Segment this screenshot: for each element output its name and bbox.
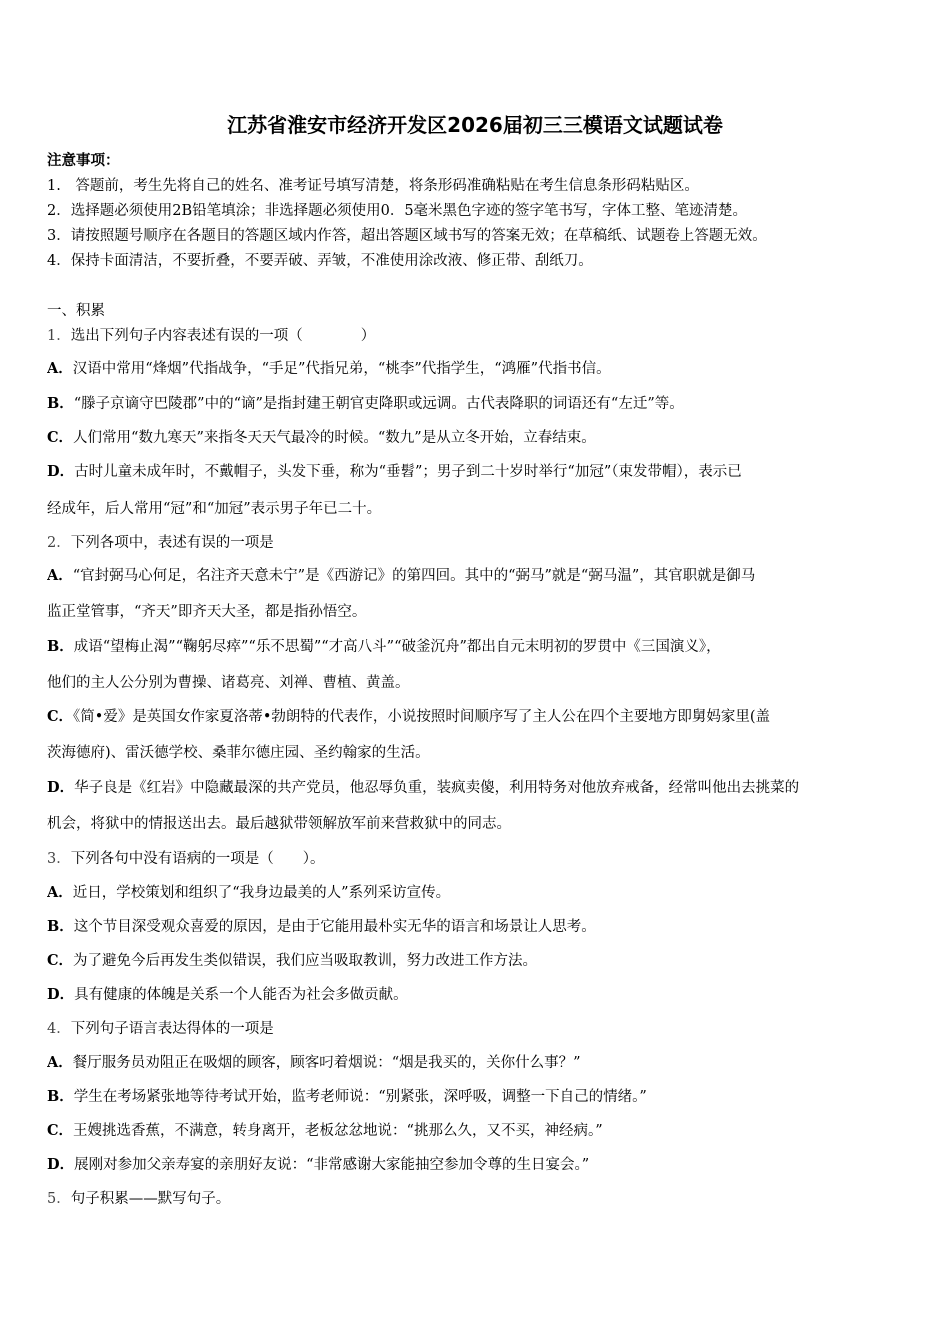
option-text: 餐厅服务员劝阻正在吸烟的顾客，顾客叼着烟说：“烟是我买的，关你什么事？” bbox=[72, 1055, 581, 1071]
option bbox=[47, 706, 909, 728]
option-letter: C． bbox=[47, 1122, 74, 1139]
question-text: 下列句子语言表达得体的一项是 bbox=[70, 1021, 274, 1037]
question-text: 句子积累——默写句子。 bbox=[70, 1191, 231, 1207]
option-text: “滕子京谪守巴陵郡”中的“谪”是指封建王朝官吏降职或远调。古代表降职的词语还有“左迁”等。 bbox=[73, 396, 684, 412]
option bbox=[47, 916, 909, 938]
option bbox=[47, 565, 909, 587]
option-continuation: 机会，将狱中的情报送出去。最后越狱带领解放军前来营救狱中的同志。 bbox=[47, 816, 511, 832]
option-letter: D． bbox=[47, 779, 75, 796]
option bbox=[47, 393, 909, 415]
option bbox=[47, 1120, 909, 1142]
option-letter: D． bbox=[47, 986, 75, 1003]
option-letter: D． bbox=[47, 463, 75, 480]
notice-heading: 注意事项： bbox=[47, 152, 120, 169]
section-heading: 一、积累 bbox=[47, 303, 105, 319]
question-stem bbox=[47, 532, 909, 554]
question-stem bbox=[47, 1188, 909, 1210]
option-text: 为了避免今后再发生类似错误，我们应当吸取教训，努力改进工作方法。 bbox=[73, 953, 538, 969]
option bbox=[47, 427, 909, 449]
notice-item: 2．选择题必须使用2B铅笔填涂；非选择题必须使用0．5毫米黑色字迹的签字笔书写，字体工整、笔迹清楚。 bbox=[47, 203, 748, 219]
option-letter: A． bbox=[47, 884, 73, 901]
option bbox=[47, 358, 909, 380]
question-text: 下列各项中，表述有误的一项是 bbox=[70, 535, 274, 551]
option bbox=[47, 984, 909, 1006]
option bbox=[47, 1086, 909, 1108]
option-continuation: 经成年，后人常用“冠”和“加冠”表示男子年已二十。 bbox=[47, 501, 382, 517]
option-continuation: 他们的主人公分别为曹操、诸葛亮、刘禅、曹植、黄盖。 bbox=[47, 675, 410, 691]
notice-item: 3．请按照题号顺序在各题目的答题区域内作答，超出答题区域书写的答案无效；在草稿纸、试题卷上答题无效。 bbox=[47, 228, 767, 244]
option bbox=[47, 882, 909, 904]
option-letter: A． bbox=[47, 567, 73, 584]
option bbox=[47, 461, 909, 483]
notice-item: 4．保持卡面清洁，不要折叠，不要弄破、弄皱，不准使用涂改液、修正带、刮纸刀。 bbox=[47, 253, 593, 269]
option-letter: B． bbox=[47, 395, 74, 412]
option-letter: B． bbox=[47, 918, 74, 935]
option-text: 古时儿童未成年时，不戴帽子，头发下垂，称为“垂髫”；男子到二十岁时举行“加冠”（束发带帽），表示已 bbox=[74, 464, 742, 480]
option-letter: A． bbox=[47, 1054, 73, 1071]
question-number: 1． bbox=[47, 328, 71, 344]
option-letter: A． bbox=[47, 360, 73, 377]
option-text: 近日，学校策划和组织了“我身边最美的人”系列采访宣传。 bbox=[72, 885, 451, 901]
question-number: 3． bbox=[47, 851, 71, 867]
option-continuation: 茨海德府)、雷沃德学校、桑菲尔德庄园、圣约翰家的生活。 bbox=[47, 745, 430, 761]
question-number: 2． bbox=[47, 535, 71, 551]
question-text: 下列各句中没有语病的一项是（ ）。 bbox=[70, 851, 325, 867]
document-title: 江苏省淮安市经济开发区2026届初三三模语文试题试卷 bbox=[227, 113, 723, 137]
option bbox=[47, 636, 909, 658]
option-text: 具有健康的体魄是关系一个人能否为社会多做贡献。 bbox=[74, 987, 408, 1003]
option bbox=[47, 1052, 909, 1074]
option-text: “官封弼马心何足，名注齐天意未宁”是《西游记》的第四回。其中的“弼马”就是“弼马温”，其官职就是御马 bbox=[72, 568, 756, 584]
option bbox=[47, 777, 909, 799]
option-text: 学生在考场紧张地等待考试开始，监考老师说：“别紧张，深呼吸，调整一下自己的情绪。” bbox=[73, 1089, 647, 1105]
question-stem bbox=[47, 325, 909, 347]
option-continuation: 监正堂管事，“齐天”即齐天大圣，都是指孙悟空。 bbox=[47, 604, 367, 620]
option bbox=[47, 950, 909, 972]
option-text: 华子良是《红岩》中隐藏最深的共产党员，他忍辱负重，装疯卖傻，利用特务对他放弃戒备，经常叫他出去挑菜的 bbox=[74, 780, 800, 796]
option-letter: D． bbox=[47, 1156, 75, 1173]
question-number: 5． bbox=[47, 1191, 71, 1207]
option-text: 人们常用“数九寒天”来指冬天天气最冷的时候。“数九”是从立冬开始，立春结束。 bbox=[73, 430, 596, 446]
option-letter: C． bbox=[47, 429, 74, 446]
option bbox=[47, 1154, 909, 1176]
option-text: 汉语中常用“烽烟”代指战争，“手足”代指兄弟，“桃李”代指学生，“鸿雁”代指书信。 bbox=[72, 361, 611, 377]
option-text: 这个节目深受观众喜爱的原因，是由于它能用最朴实无华的语言和场景让人思考。 bbox=[73, 919, 596, 935]
question-stem bbox=[47, 848, 909, 870]
option-text: 成语“望梅止渴”“鞠躬尽瘁”“乐不思蜀”“才高八斗”“破釜沉舟”都出自元末明初的罗贯中《三国演义》， bbox=[73, 639, 721, 655]
option-letter: B． bbox=[47, 638, 74, 655]
option-letter: C． bbox=[47, 952, 74, 969]
option-text: 《简•爱》是英国女作家夏洛蒂•勃朗特的代表作，小说按照时间顺序写了主人公在四个主要地方即舅妈家里(盖 bbox=[73, 709, 771, 725]
notice-item: 1. 答题前，考生先将自己的姓名、准考证号填写清楚，将条形码准确粘贴在考生信息条形码粘贴区。 bbox=[47, 178, 699, 194]
question-number: 4． bbox=[47, 1021, 71, 1037]
option-text: 王嫂挑选香蕉，不满意，转身离开，老板忿忿地说：“挑那么久，又不买，神经病。” bbox=[73, 1123, 603, 1139]
option-letter: C． bbox=[47, 708, 74, 725]
question-stem bbox=[47, 1018, 909, 1040]
option-letter: B． bbox=[47, 1088, 74, 1105]
question-text: 选出下列句子内容表述有误的一项（ ） bbox=[70, 328, 376, 344]
option-text: 展刚对参加父亲寿宴的亲朋好友说：“非常感谢大家能抽空参加令尊的生日宴会。” bbox=[74, 1157, 590, 1173]
